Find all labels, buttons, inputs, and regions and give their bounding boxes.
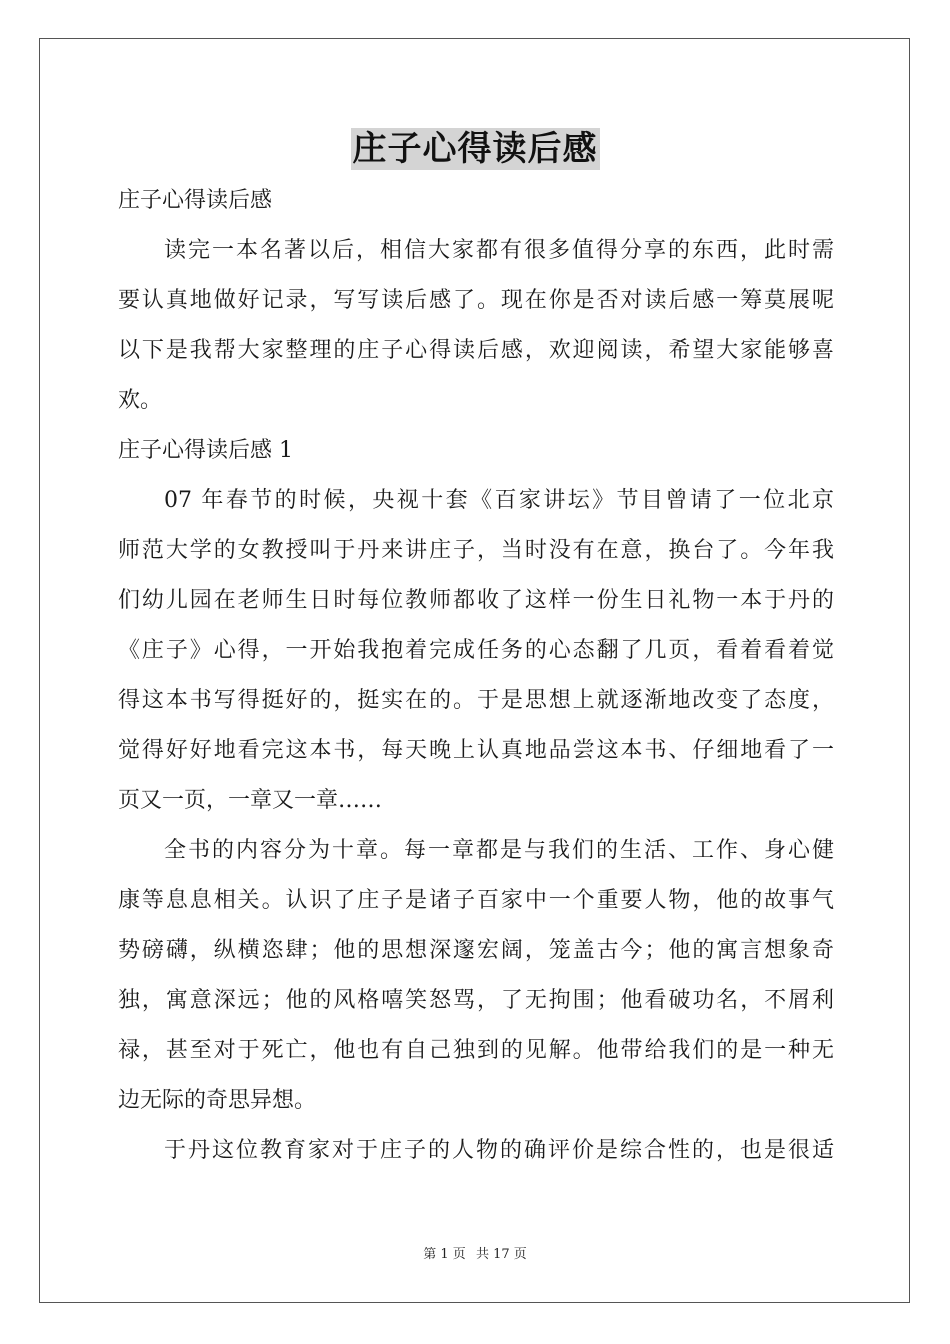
text-line: 庄子心得读后感 1: [118, 438, 293, 463]
text-line: 师范大学的女教授叫于丹来讲庄子，当时没有在意，换台了。今年我: [118, 538, 834, 563]
document-body: [118, 176, 834, 1176]
title-container: [0, 128, 950, 170]
text-line: 禄，甚至对于死亡，他也有自己独到的见解。他带给我们的是一种无: [118, 1038, 834, 1063]
text-line: 全书的内容分为十章。每一章都是与我们的生活、工作、身心健: [164, 838, 834, 863]
page-footer: [0, 1243, 950, 1262]
text-line: 欢。: [118, 388, 163, 413]
text-line: 边无际的奇思异想。: [118, 1088, 317, 1113]
text-line: 觉得好好地看完这本书，每天晚上认真地品尝这本书、仔细地看了一: [118, 738, 834, 763]
text-line: 读完一本名著以后，相信大家都有很多值得分享的东西，此时需: [164, 238, 834, 263]
text-line: 于丹这位教育家对于庄子的人物的确评价是综合性的，也是很适: [164, 1138, 834, 1163]
text-line: 要认真地做好记录，写写读后感了。现在你是否对读后感一筹莫展呢: [118, 288, 834, 313]
text-line: 07 年春节的时候，央视十套《百家讲坛》节目曾请了一位北京: [164, 488, 834, 513]
text-line: 势磅礴，纵横恣肆；他的思想深邃宏阔，笼盖古今；他的寓言想象奇: [118, 938, 834, 963]
page-number: 第 1 页: [423, 1247, 466, 1262]
text-line: 独，寓意深远；他的风格嘻笑怒骂，了无拘围；他看破功名，不屑利: [118, 988, 834, 1013]
page-total: 共 17 页: [475, 1247, 527, 1262]
text-line: 们幼儿园在老师生日时每位教师都收了这样一份生日礼物一本于丹的: [118, 588, 834, 613]
text-line: 康等息息相关。认识了庄子是诸子百家中一个重要人物，他的故事气: [118, 888, 834, 913]
text-line: 得这本书写得挺好的，挺实在的。于是思想上就逐渐地改变了态度，: [118, 688, 834, 713]
text-line: 《庄子》心得，一开始我抱着完成任务的心态翻了几页，看着看着觉: [118, 638, 834, 663]
text-line: 以下是我帮大家整理的庄子心得读后感，欢迎阅读，希望大家能够喜: [118, 338, 834, 363]
text-line: 庄子心得读后感: [118, 188, 273, 213]
text-line: 页又一页，一章又一章……: [118, 788, 383, 813]
document-title: 庄子心得读后感: [352, 129, 598, 169]
